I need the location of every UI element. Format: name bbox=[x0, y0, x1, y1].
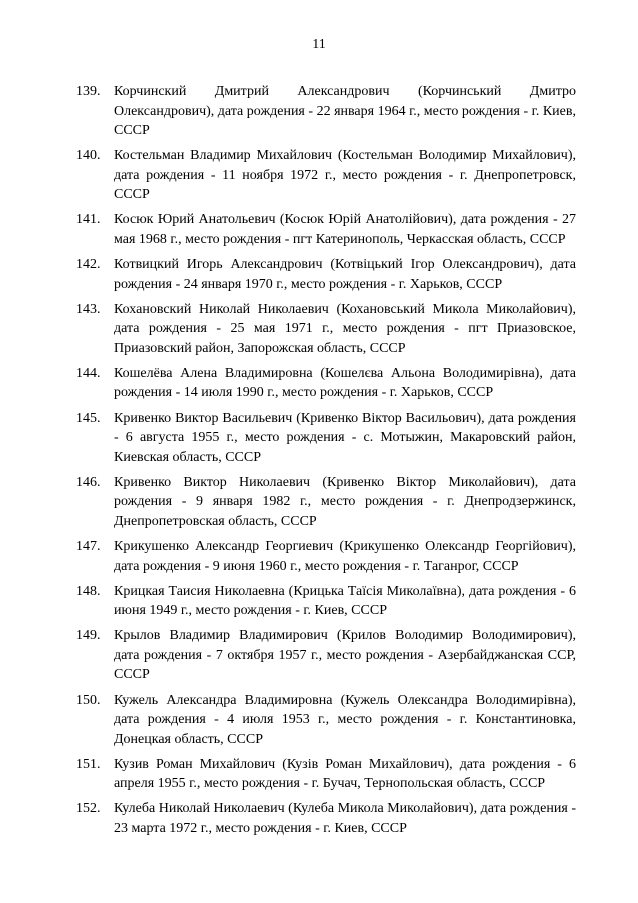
entry-text: Кривенко Виктор Николаевич (Кривенко Віктор Миколайович), дата рождения - 9 января 1982 г., место рождения - г. Днепродзержинск, Днепропетровская область, СССР bbox=[114, 474, 576, 529]
entry-text: Крицкая Таисия Николаевна (Крицька Таїсія Миколаївна), дата рождения - 6 июня 1949 г., место рождения - г. Киев, СССР bbox=[114, 583, 576, 619]
entry-text: Костельман Владимир Михайлович (Костельман Володимир Михайлович), дата рождения - 11 ноября 1972 г., место рождения - г. Днепропетровск, СССР bbox=[114, 148, 576, 203]
entry-text: Корчинский Дмитрий Александрович (Корчинський Дмитро Олександрович), дата рождения - 22 января 1964 г., место рождения - г. Киев, СССР bbox=[114, 84, 576, 138]
entry-text: Кривенко Виктор Васильевич (Кривенко Віктор Васильович), дата рождения - 6 августа 1955 г., место рождения - с. Мотыжин, Макаровский район, Киевская область, СССР bbox=[114, 410, 576, 465]
entry-list bbox=[76, 82, 576, 844]
list-item bbox=[76, 210, 576, 249]
list-item bbox=[76, 537, 576, 576]
entry-text: Крикушенко Александр Георгиевич (Крикушенко Олександр Георгійович), дата рождения - 9 июня 1960 г., место рождения - г. Таганрог, СССР bbox=[114, 539, 576, 574]
entry-number: 142. bbox=[76, 257, 101, 273]
entry-text: Кохановский Николай Николаевич (Кохановський Микола Миколайович), дата рождения - 25 мая 1971 г., место рождения - пгт Приазовское, Приазовский район, Запорожская область, СССР bbox=[114, 301, 576, 356]
entry-number: 150. bbox=[76, 692, 101, 708]
entry-number: 139. bbox=[76, 84, 101, 99]
page-number: 11 bbox=[312, 37, 326, 52]
entry-number: 151. bbox=[76, 756, 101, 772]
entry-number: 143. bbox=[76, 301, 101, 317]
list-item bbox=[76, 799, 576, 838]
entry-number: 148. bbox=[76, 583, 101, 599]
entry-number: 140. bbox=[76, 148, 101, 164]
entry-text: Кулеба Николай Николаевич (Кулеба Микола Миколайович), дата рождения - 23 марта 1972 г., место рождения - г. Киев, СССР bbox=[114, 801, 576, 836]
entry-number: 145. bbox=[76, 410, 101, 426]
entry-text: Крылов Владимир Владимирович (Крилов Володимир Володимирович), дата рождения - 7 октября 1957 г., место рождения - Азербайджанская ССР, СССР bbox=[114, 628, 576, 683]
list-item bbox=[76, 473, 576, 532]
entry-text: Кузив Роман Михайлович (Кузів Роман Михайлович), дата рождения - 6 апреля 1955 г., место рождения - г. Бучач, Тернопольская область, СССР bbox=[114, 756, 576, 792]
list-item bbox=[76, 755, 576, 794]
entry-text: Косюк Юрий Анатольевич (Косюк Юрій Анатолійович), дата рождения - 27 мая 1968 г., место рождения - пгт Катеринополь, Черкасская область, СССР bbox=[114, 212, 576, 247]
entry-number: 141. bbox=[76, 212, 101, 228]
list-item bbox=[76, 300, 576, 359]
list-item bbox=[76, 582, 576, 621]
entry-text: Кошелёва Алена Владимировна (Кошелєва Альона Володимирівна), дата рождения - 14 июля 1990 г., место рождения - г. Харьков, СССР bbox=[114, 365, 576, 401]
entry-number: 147. bbox=[76, 539, 101, 554]
entry-number: 149. bbox=[76, 628, 101, 644]
entry-text: Котвицкий Игорь Александрович (Котвіцький Ігор Олександрович), дата рождения - 24 января 1970 г., место рождения - г. Харьков, СССР bbox=[114, 257, 576, 292]
entry-number: 152. bbox=[76, 801, 101, 817]
list-item bbox=[76, 146, 576, 205]
list-item bbox=[76, 255, 576, 294]
list-item bbox=[76, 626, 576, 685]
list-item bbox=[76, 691, 576, 750]
entry-number: 144. bbox=[76, 365, 101, 381]
list-item bbox=[76, 82, 576, 141]
list-item bbox=[76, 364, 576, 403]
entry-text: Кужель Александра Владимировна (Кужель Олександра Володимирівна), дата рождения - 4 июля 1953 г., место рождения - г. Константиновка, Донецкая область, СССР bbox=[114, 692, 576, 747]
list-item bbox=[76, 409, 576, 468]
entry-number: 146. bbox=[76, 474, 101, 490]
